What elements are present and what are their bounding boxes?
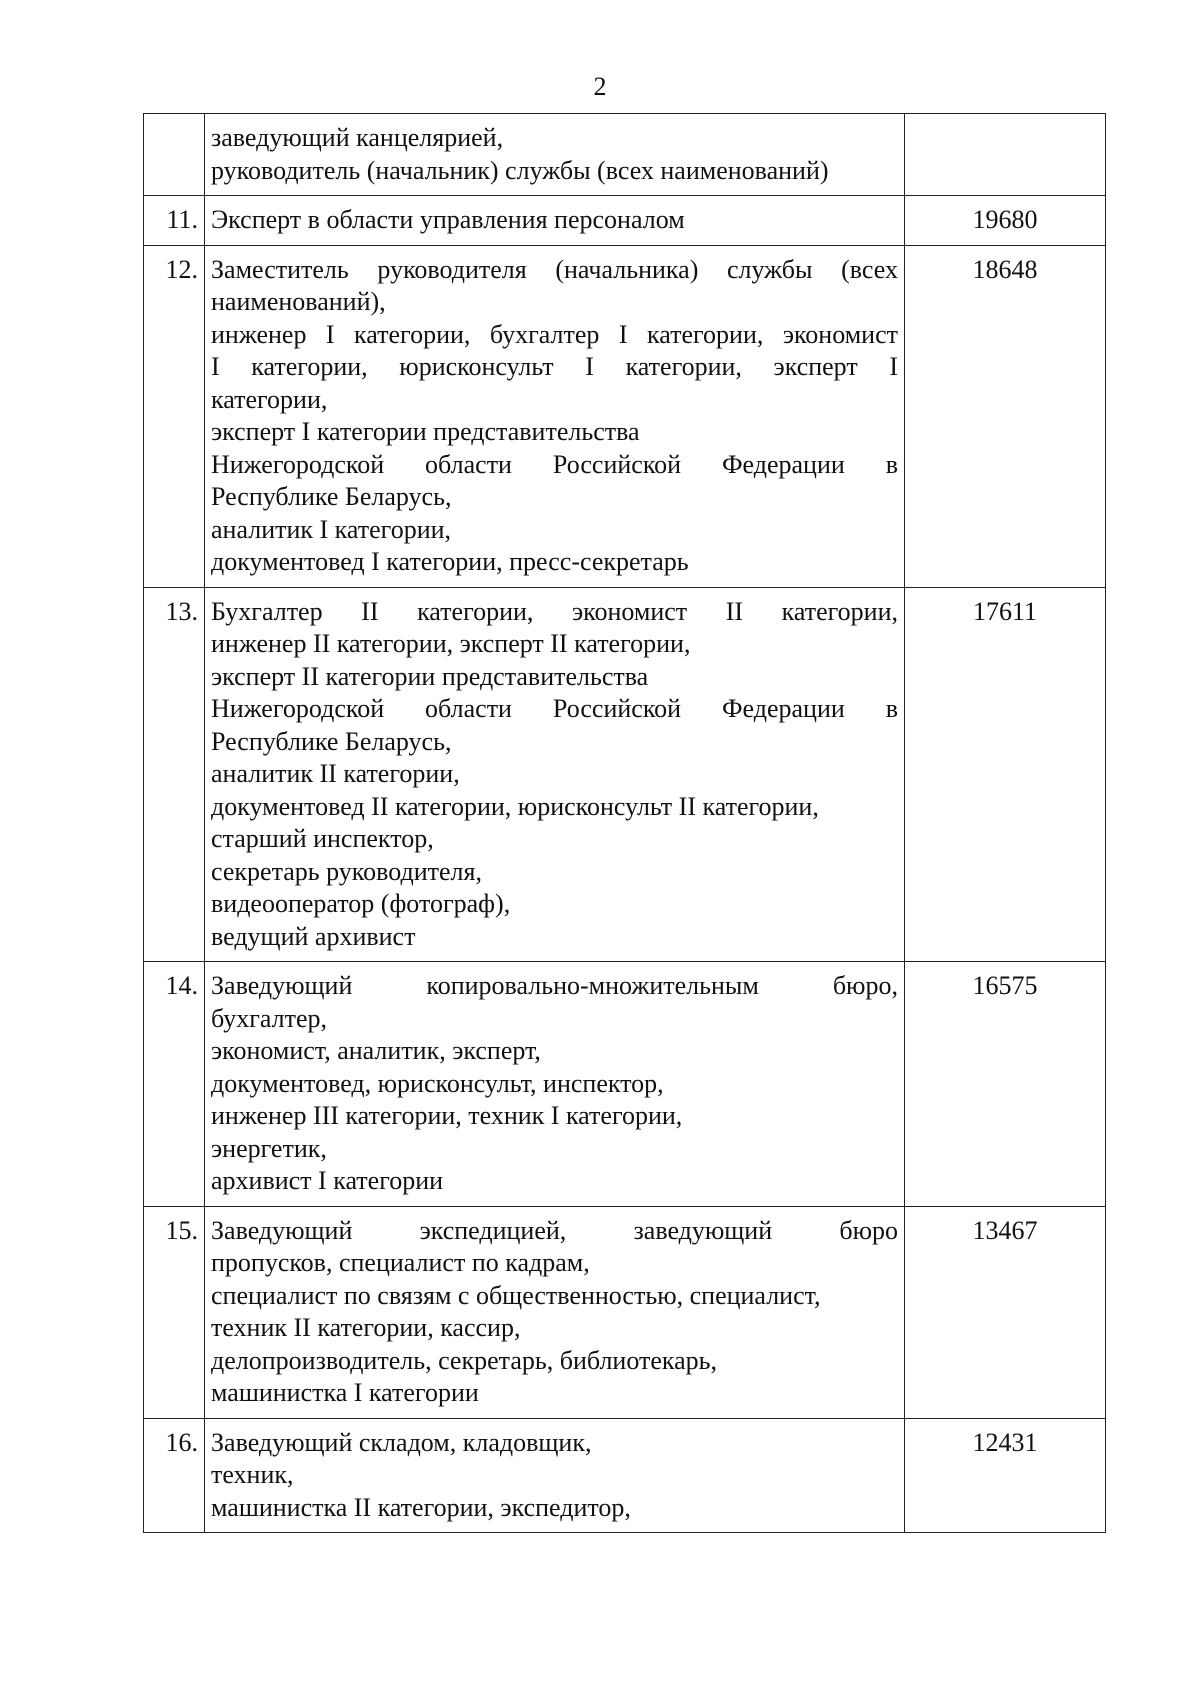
position-line: наименований),: [211, 287, 386, 316]
position-line: Нижегородской области Российской Федерации в: [211, 694, 898, 723]
position-salary-table: [143, 113, 1106, 1533]
position-line: Бухгалтер II категории, экономист II категории,: [211, 596, 898, 626]
position-line: Заведующий складом, кладовщик,: [211, 1427, 592, 1457]
position-line: энергетик,: [211, 1133, 327, 1163]
position-line: Нижегородской области Российской Федерации в: [211, 449, 898, 479]
position-line: Заведующий копировально-множительным бюро,: [211, 971, 898, 1000]
position-line: специалист по связям с общественностью, специалист,: [211, 1280, 821, 1310]
position-line: категории,: [211, 384, 328, 414]
row-number: 14.: [144, 962, 205, 1207]
position-line: руководитель (начальник) службы (всех наименований): [211, 155, 829, 185]
position-line: Заместитель руководителя (начальника) службы (всех: [211, 254, 898, 284]
salary-value: 13467: [905, 1206, 1106, 1418]
position-line: эксперт I категории представительства: [211, 417, 640, 446]
position-line: техник II категории, кассир,: [211, 1313, 521, 1342]
table-row: [144, 962, 1106, 1207]
position-line: Заведующий экспедицией, заведующий бюро: [211, 1215, 898, 1245]
position-line: старший инспектор,: [211, 824, 434, 853]
position-list: [205, 1206, 905, 1418]
salary-value: 12431: [905, 1418, 1106, 1533]
row-number: 12.: [144, 245, 205, 587]
salary-value: 17611: [905, 587, 1106, 962]
salary-value: 16575: [905, 962, 1106, 1207]
position-list: [205, 245, 905, 587]
position-line: пропусков, специалист по кадрам,: [211, 1248, 590, 1277]
row-number: 15.: [144, 1206, 205, 1418]
table-row: [144, 1206, 1106, 1418]
position-line: эксперт II категории представительства: [211, 661, 649, 691]
position-line: архивист I категории: [211, 1166, 444, 1195]
row-number: [144, 114, 205, 196]
row-number: 13.: [144, 587, 205, 962]
position-line: инженер II категории, эксперт II категории,: [211, 629, 691, 658]
position-list: [205, 196, 905, 246]
position-line: документовед, юрисконсульт, инспектор,: [211, 1068, 664, 1098]
position-line: инженер I категории, бухгалтер I категории, экономист: [211, 319, 898, 349]
position-list: [205, 1418, 905, 1533]
salary-value: 19680: [905, 196, 1106, 246]
position-line: экономист, аналитик, эксперт,: [211, 1036, 541, 1065]
position-line: видеооператор (фотограф),: [211, 889, 511, 918]
table-row: [144, 114, 1106, 196]
position-line: I категории, юрисконсульт I категории, эксперт I: [211, 352, 898, 381]
position-list: [205, 962, 905, 1207]
salary-value: [905, 114, 1106, 196]
position-line: секретарь руководителя,: [211, 856, 482, 886]
position-line: делопроизводитель, секретарь, библиотекарь,: [211, 1345, 718, 1375]
position-line: инженер III категории, техник I категории,: [211, 1101, 683, 1130]
position-line: Эксперт в области управления персоналом: [211, 205, 685, 234]
position-line: ведущий архивист: [211, 921, 416, 951]
salary-value: 18648: [905, 245, 1106, 587]
table-row: [144, 587, 1106, 962]
position-list: [205, 114, 905, 196]
position-line: машинистка II категории, экспедитор,: [211, 1492, 631, 1522]
position-line: заведующий канцелярией,: [211, 123, 504, 152]
position-line: документовед I категории, пресс-секретарь: [211, 547, 689, 576]
position-line: Республике Беларусь,: [211, 482, 452, 511]
position-line: документовед II категории, юрисконсульт II категории,: [211, 791, 819, 821]
position-list: [205, 587, 905, 962]
position-line: машинистка I категории: [211, 1378, 479, 1407]
position-line: Республике Беларусь,: [211, 726, 452, 756]
row-number: 16.: [144, 1418, 205, 1533]
row-number: 11.: [144, 196, 205, 246]
table-row: [144, 196, 1106, 246]
position-line: аналитик II категории,: [211, 759, 460, 788]
table-row: [144, 245, 1106, 587]
position-line: техник,: [211, 1460, 294, 1489]
position-line: бухгалтер,: [211, 1003, 328, 1033]
position-line: аналитик I категории,: [211, 514, 452, 544]
page-number: 2: [593, 72, 607, 101]
table-row: [144, 1418, 1106, 1533]
